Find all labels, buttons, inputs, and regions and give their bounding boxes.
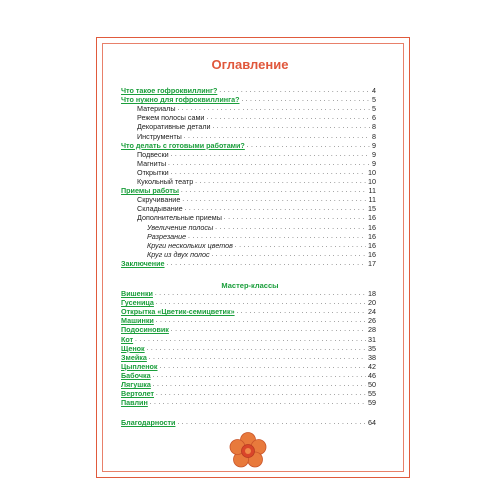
toc-entry-page-number: 42	[368, 361, 376, 371]
toc-entry-page-number: 16	[368, 222, 376, 232]
toc-row[interactable]	[121, 259, 376, 269]
toc-entry-label: Вертолет	[121, 389, 155, 399]
toc-entry-label: Что такое гофроквиллинг?	[121, 86, 218, 95]
toc-row[interactable]	[121, 418, 376, 428]
toc-entry-page-number: 8	[372, 131, 376, 141]
toc-entry-page-number: 46	[368, 370, 376, 380]
toc-entry-page-number: 9	[372, 149, 376, 159]
toc-entry-page-number: 6	[372, 113, 376, 123]
toc-entry-page-number: 10	[368, 167, 376, 177]
toc-entry-page-number: 17	[368, 258, 376, 268]
toc-entry-page-number: 11	[368, 195, 376, 205]
flower-ornament-icon	[228, 431, 268, 471]
toc-entry-label: Скручивание	[137, 195, 181, 205]
toc-entry-label: Что нужно для гофроквиллинга?	[121, 95, 240, 105]
toc-entry-label: Открытки	[137, 167, 169, 177]
toc-entry-label: Подосиновик	[121, 325, 169, 335]
toc-entry-page-number: 20	[368, 298, 376, 308]
toc-entry-page-number: 55	[368, 389, 376, 399]
toc-entry-page-number: 10	[368, 177, 376, 186]
toc-entry-page-number: 16	[368, 240, 376, 250]
toc-entry-label: Кот	[121, 334, 134, 344]
toc-entry-page-number: 5	[372, 104, 376, 114]
toc-entry-label: Декоративные детали	[137, 122, 211, 132]
toc-entry-label: Инструменты	[137, 131, 182, 141]
toc-entry-page-number: 35	[368, 343, 376, 353]
toc-entry-page-number: 26	[368, 316, 376, 326]
toc-entry-page-number: 16	[368, 231, 376, 241]
dot-leader	[177, 418, 366, 428]
toc-entry-label: Открытка «Цветик-семицветик»	[121, 307, 235, 317]
toc-entry-page-number: 16	[368, 249, 376, 259]
toc-entry-label: Материалы	[137, 104, 176, 114]
toc-entry-label: Подвески	[137, 149, 169, 159]
toc-entry-page-number: 9	[372, 158, 376, 168]
toc-entry-label: Цыпленок	[121, 361, 158, 371]
toc-entry-label: Павлин	[121, 398, 148, 408]
toc-entry-page-number: 5	[372, 95, 376, 105]
toc-entry-label: Кукольный театр	[137, 177, 194, 186]
dot-leader	[150, 398, 366, 408]
toc-entry-label: Складывание	[137, 204, 183, 214]
dot-leader	[167, 259, 366, 269]
toc-entry-page-number: 18	[368, 289, 376, 298]
toc-entry-label: Заключение	[121, 258, 165, 268]
toc-entry-label: Вишенки	[121, 289, 153, 298]
page-title: Оглавление	[211, 57, 289, 72]
master-classes-heading: Мастер-классы	[221, 281, 279, 290]
toc-entry-page-number: 50	[368, 380, 376, 389]
toc-entry-label: Бабочка	[121, 370, 151, 380]
toc-entry-label: Лягушка	[121, 380, 151, 389]
toc-entry-page-number: 38	[368, 352, 376, 362]
toc-entry-page-number: 15	[368, 204, 376, 214]
toc-entry-label: Гусеница	[121, 298, 154, 308]
toc-entry-label: Круги нескольких цветов	[147, 240, 233, 250]
toc-entry-label: Щенок	[121, 343, 145, 353]
toc-entry-page-number: 9	[372, 140, 376, 150]
toc-entry-label: Приемы работы	[121, 186, 180, 196]
toc-entry-page-number: 11	[368, 186, 376, 196]
toc-row[interactable]	[121, 398, 376, 408]
toc-entry-label: Разрезание	[147, 231, 187, 241]
toc-entry-page-number: 31	[368, 334, 376, 344]
toc-entry-page-number: 24	[368, 307, 376, 317]
toc-entry-label: Круг из двух полос	[147, 249, 210, 259]
toc-entry-label: Магниты	[137, 158, 167, 168]
toc-entry-label: Дополнительные приемы	[137, 213, 222, 223]
toc-entry-page-number: 28	[368, 325, 376, 335]
acknowledgements-page-number: 64	[368, 418, 376, 427]
toc-entry-page-number: 8	[372, 122, 376, 132]
toc-entry-page-number: 4	[372, 86, 376, 95]
toc-entry-page-number: 59	[368, 398, 376, 408]
toc-entry-label: Машинки	[121, 316, 154, 326]
toc-entry-label: Увеличение полосы	[147, 222, 214, 232]
toc-entry-label: Режем полосы сами	[137, 113, 205, 123]
toc-entry-page-number: 16	[368, 213, 376, 223]
toc-entry-label: Что делать с готовыми работами?	[121, 140, 245, 150]
acknowledgements-label: Благодарности	[121, 418, 176, 427]
toc-entry-label: Змейка	[121, 352, 147, 362]
